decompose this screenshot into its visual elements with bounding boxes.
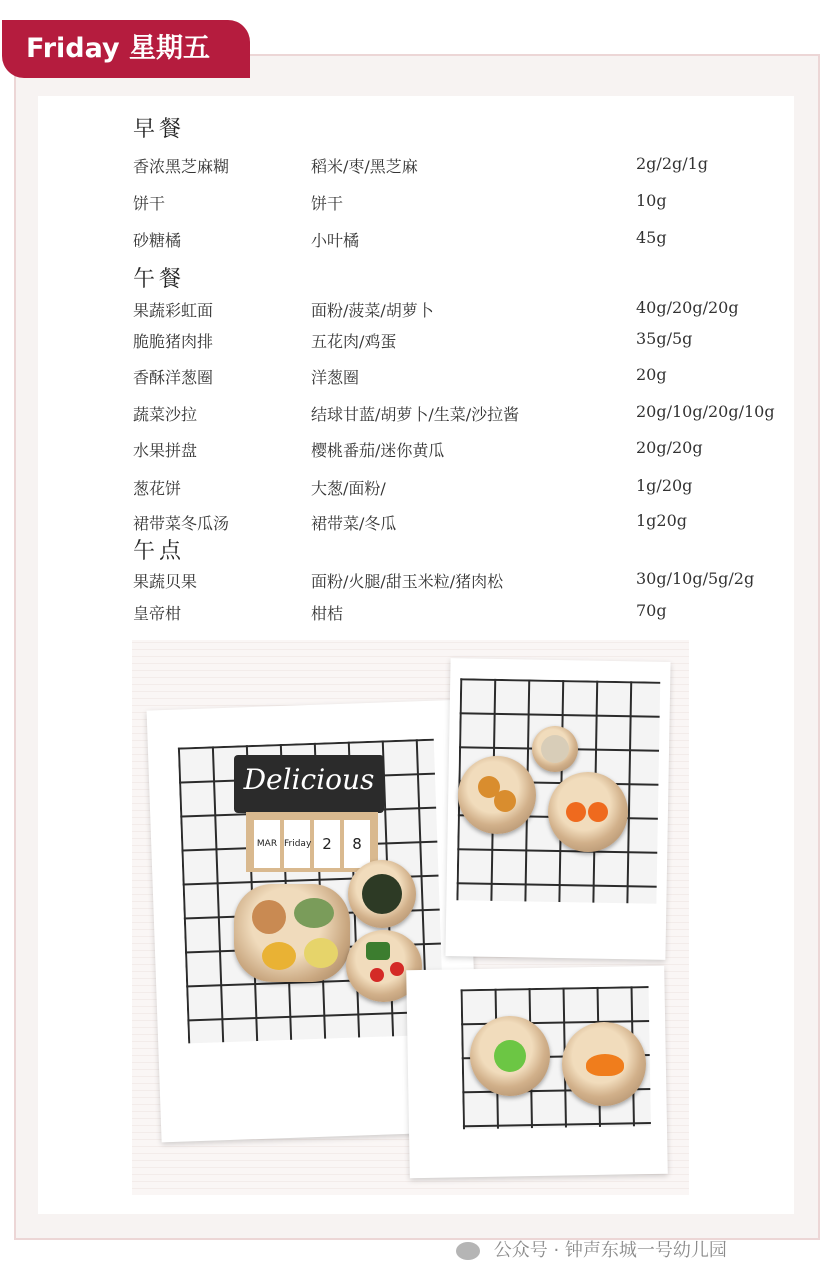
sesame-paste-cup bbox=[532, 726, 578, 772]
biscuit-plate bbox=[458, 756, 536, 834]
tangerine-plate bbox=[548, 772, 628, 852]
rainbow-noodles bbox=[304, 938, 338, 968]
salad bbox=[294, 898, 334, 928]
dish-name: 香浓黑芝麻糊 bbox=[133, 157, 230, 176]
tangerine bbox=[588, 802, 608, 822]
soup-bowl bbox=[348, 860, 416, 928]
menu-row bbox=[0, 228, 820, 252]
dish-name: 水果拼盘 bbox=[133, 441, 198, 460]
dish-name: 皇帝柑 bbox=[133, 604, 182, 623]
dish-ingredients: 洋葱圈 bbox=[311, 368, 360, 387]
dish-amount: 1g/20g bbox=[636, 476, 693, 495]
biscuit bbox=[494, 790, 516, 812]
menu-row bbox=[0, 298, 820, 322]
calendar-day-tens: 2 bbox=[314, 820, 340, 868]
dish-name: 脆脆猪肉排 bbox=[133, 332, 214, 351]
menu-row bbox=[0, 511, 820, 535]
dish-amount: 1g20g bbox=[636, 511, 688, 530]
wechat-icon bbox=[456, 1242, 480, 1260]
dish-ingredients: 裙带菜/冬瓜 bbox=[311, 514, 397, 533]
orange-slice bbox=[586, 1054, 624, 1076]
dish-amount: 2g/2g/1g bbox=[636, 154, 709, 173]
dish-amount: 20g/20g bbox=[636, 438, 703, 457]
section-title-breakfast: 早餐 bbox=[133, 112, 185, 143]
dish-amount: 45g bbox=[636, 228, 667, 247]
menu-row bbox=[0, 402, 820, 426]
calendar-month: MAR bbox=[254, 820, 280, 868]
dish-name: 葱花饼 bbox=[133, 479, 182, 498]
food-tray bbox=[234, 884, 350, 982]
section-title-lunch: 午餐 bbox=[133, 262, 185, 293]
dish-amount: 35g/5g bbox=[636, 329, 693, 348]
apple-plate bbox=[470, 1016, 550, 1096]
dish-amount: 20g bbox=[636, 365, 667, 384]
dish-name: 果蔬贝果 bbox=[133, 572, 198, 591]
menu-row bbox=[0, 365, 820, 389]
section-title-snack: 午点 bbox=[133, 534, 185, 565]
dish-ingredients: 小叶橘 bbox=[311, 231, 360, 250]
dish-name: 香酥洋葱圈 bbox=[133, 368, 214, 387]
dish-name: 饼干 bbox=[133, 194, 166, 213]
cherry-tomato bbox=[370, 968, 384, 982]
green-fruit bbox=[494, 1040, 526, 1072]
dish-ingredients: 柑桔 bbox=[311, 604, 344, 623]
dish-ingredients: 樱桃番茄/迷你黄瓜 bbox=[311, 441, 445, 460]
calendar-weekday: Friday bbox=[284, 820, 310, 868]
dish-name: 蔬菜沙拉 bbox=[133, 405, 198, 424]
watermark-text: 公众号 · 钟声东城一号幼儿园 bbox=[493, 1240, 727, 1261]
dish-ingredients: 稻米/枣/黑芝麻 bbox=[311, 157, 418, 176]
menu-row bbox=[0, 569, 820, 593]
chalkboard-text: Delicious bbox=[243, 763, 375, 796]
dish-name: 果蔬彩虹面 bbox=[133, 301, 214, 320]
dish-name: 裙带菜冬瓜汤 bbox=[133, 514, 230, 533]
menu-row bbox=[0, 601, 820, 625]
dish-amount: 10g bbox=[636, 191, 667, 210]
dish-amount: 70g bbox=[636, 601, 667, 620]
dish-ingredients: 结球甘蓝/胡萝卜/生菜/沙拉酱 bbox=[311, 405, 520, 424]
dish-amount: 20g/10g/20g/10g bbox=[636, 402, 775, 421]
seaweed-soup bbox=[362, 874, 402, 914]
dish-ingredients: 面粉/火腿/甜玉米粒/猪肉松 bbox=[311, 572, 504, 591]
onion-rings bbox=[262, 942, 296, 970]
dish-amount: 30g/10g/5g/2g bbox=[636, 569, 755, 588]
chalkboard-sign bbox=[234, 755, 384, 813]
mini-cucumber bbox=[366, 942, 390, 960]
menu-row bbox=[0, 438, 820, 462]
dish-name: 砂糖橘 bbox=[133, 231, 182, 250]
menu-row bbox=[0, 476, 820, 500]
menu-row bbox=[0, 329, 820, 353]
dish-ingredients: 大葱/面粉/ bbox=[311, 479, 386, 498]
dish-ingredients: 五花肉/鸡蛋 bbox=[311, 332, 397, 351]
orange-plate bbox=[562, 1022, 646, 1106]
pork-cutlet bbox=[252, 900, 286, 934]
dish-ingredients: 面粉/菠菜/胡萝卜 bbox=[311, 301, 434, 320]
wooden-calendar bbox=[246, 812, 378, 872]
dish-amount: 40g/20g/20g bbox=[636, 298, 739, 317]
menu-row bbox=[0, 191, 820, 215]
calendar-day-ones: 8 bbox=[344, 820, 370, 868]
day-tab: Friday 星期五 bbox=[2, 20, 250, 78]
tangerine bbox=[566, 802, 586, 822]
watermark bbox=[456, 1236, 727, 1262]
sesame-paste bbox=[541, 735, 569, 763]
cherry-tomato bbox=[390, 962, 404, 976]
menu-row bbox=[0, 154, 820, 178]
dish-ingredients: 饼干 bbox=[311, 194, 344, 213]
